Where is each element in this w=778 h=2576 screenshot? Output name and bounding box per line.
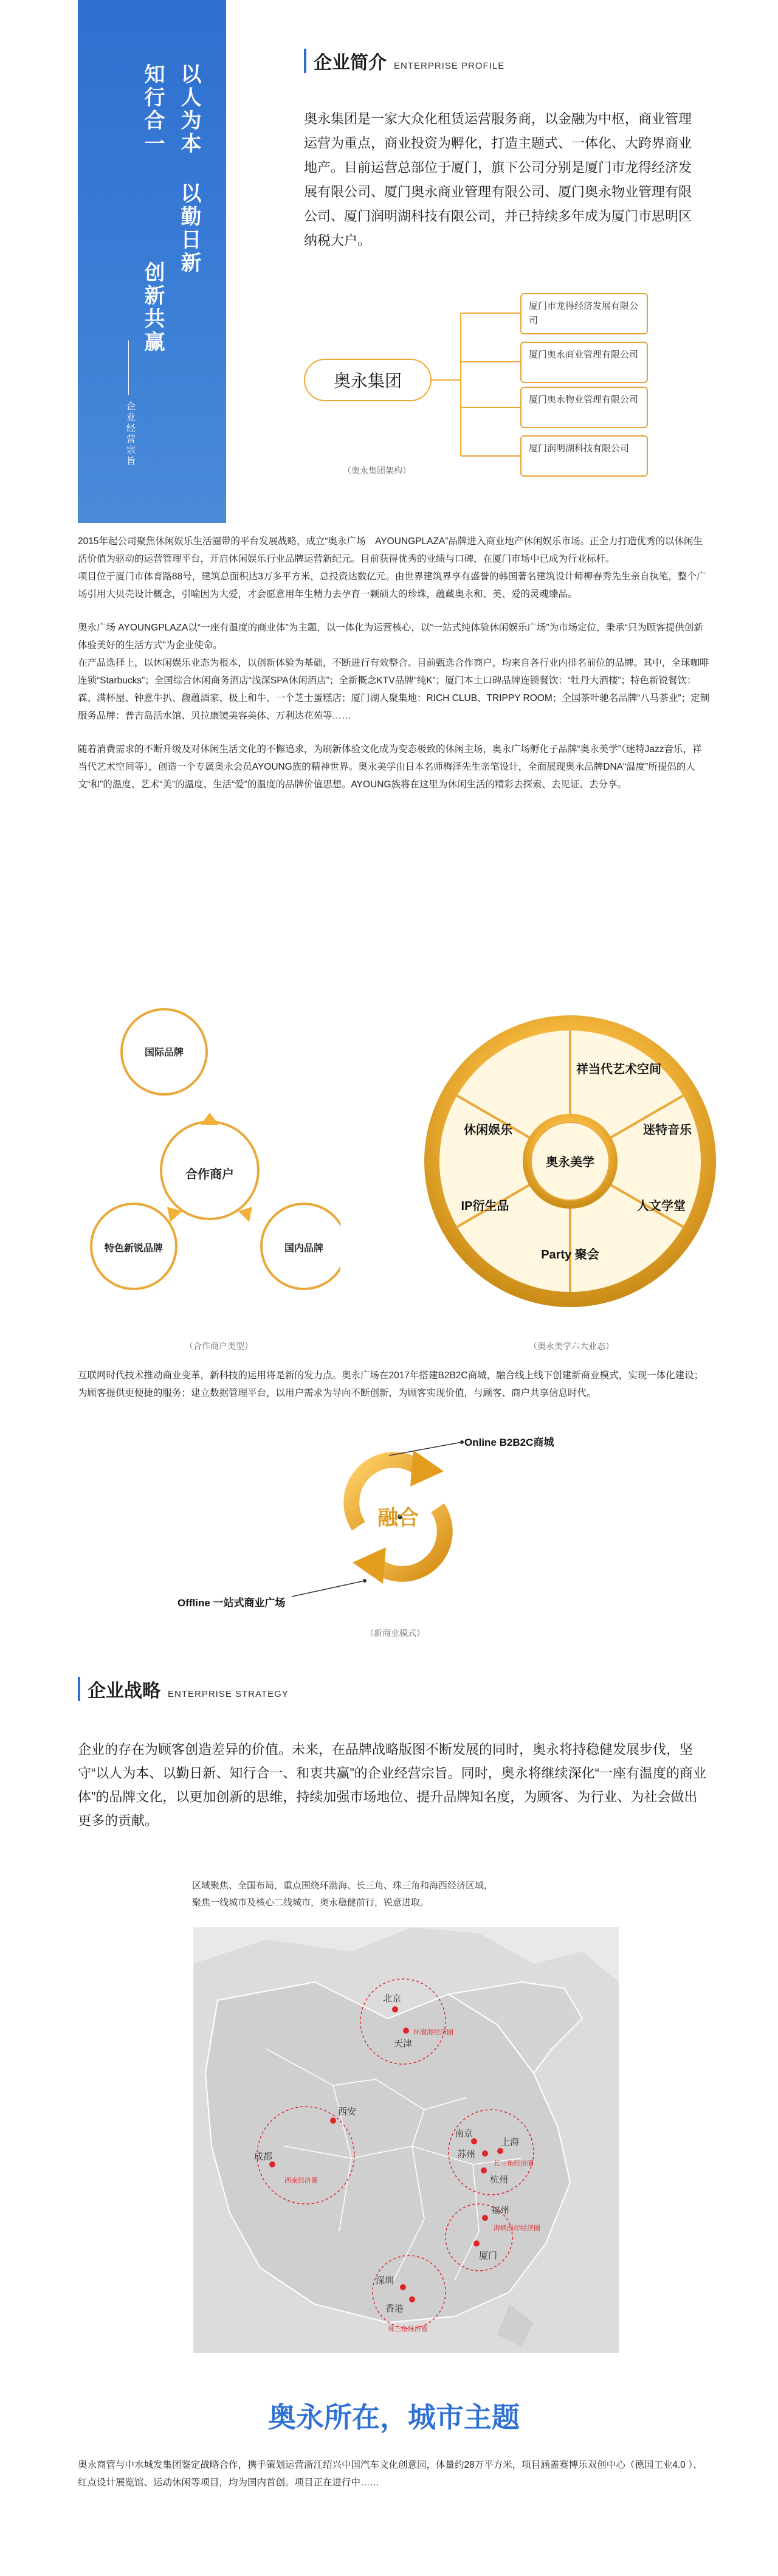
intro-text: 奥永集团是一家大众化租赁运营服务商，以金融为中枢，商业管理运营为重点，商业投资为孵化，打造主题式、一体化、大跨界商业地产。目前运营总部位于厦门，旗下公司分别是厦门市龙得经济发展有限公司、厦门奥永商业管理有限公司、厦门奥永物业管理有限公司、厦门润明湖科技有限公司，并已持续多年成为厦门市思明区纳税大户。	[304, 111, 692, 248]
partner-newbrand: 特色新锐品牌	[104, 1243, 163, 1254]
fusion-label: 融合	[377, 1507, 419, 1530]
city-suzhou: 苏州	[457, 2149, 476, 2160]
partner-international: 国际品牌	[144, 1048, 184, 1058]
city-nanjing: 南京	[455, 2129, 473, 2139]
zone-southwest: 西南经济圈	[284, 2177, 318, 2184]
motto-line-4: 创新共赢	[140, 261, 165, 354]
motto-line-3: 知行合一	[140, 63, 165, 156]
offline-label: Offline 一站式商业广场	[177, 1597, 286, 1609]
aesthetics-art-space: 祥当代艺术空间	[576, 1063, 661, 1076]
city-xiamen: 厦门	[479, 2251, 498, 2261]
org-connector	[430, 286, 522, 480]
intro-heading	[304, 47, 504, 74]
aesthetics-party: Party 聚会	[541, 1248, 599, 1262]
city-hongkong: 香港	[385, 2304, 404, 2314]
org-caption: （奥永集团架构）	[343, 466, 411, 475]
history-p4: 在产品选择上，以休闲娱乐业态为根本，以创新体验为基础，不断进行有效整合。目前甄选合作商户，均来自各行业内排名前位的品牌。其中，全球咖啡连锁“Starbucks”；全国综合休闲商务酒店“浅深SPA休闲酒店”；全新概念KTV品牌“纯K”；厦门本土口碑品牌连锁餐饮：“牡丹大酒楼”；特色新锐餐饮：霖、满杯屋、钟意牛扒、馥蕴酒家、极上和牛、一个芝士蛋糕店；厦门湖人聚集地：RICH CLUB、TRIPPY ROOM；全国茶叶驰名品牌“八马茶业”；定制服务品牌：普吉岛活水馆、贝拉康镜美容美体、万利达花苑等……	[78, 658, 710, 721]
org-child-2: 厦门奥永商业管理有限公司	[520, 342, 648, 383]
zone-bohai: 环渤海经济圈	[413, 2029, 453, 2036]
city-hangzhou: 杭州	[490, 2175, 509, 2185]
motto-line-1: 以人为本	[177, 63, 201, 156]
history-block	[78, 533, 710, 793]
motto-line-2: 以勤日新	[177, 182, 201, 275]
closing-text: 奥永商管与中水城发集团鉴定战略合作，携手策划运营浙江绍兴中国汽车文化创意园，体量约28万平方米，项目涵盖赛博乐双创中心（德国工业4.0 ）、红点设计展览馆、运动休闲等项目，均为国内首创。项目正在进行中……	[78, 2460, 703, 2488]
china-map	[193, 1927, 619, 2353]
org-child-4: 厦门润明湖科技有限公司	[520, 435, 648, 477]
zone-yangtze: 长三角经济圈	[494, 2160, 534, 2167]
strategy-title: 企业战略	[88, 1681, 160, 1701]
org-child-3: 厦门奥永物业管理有限公司	[520, 387, 648, 428]
city-tianjin: 天津	[394, 2039, 413, 2049]
map-intro-line-1: 区域聚焦、全国布局，重点围绕环渤海、长三角、珠三角和海西经济区域，	[192, 1880, 494, 1891]
city-xian: 西安	[338, 2107, 357, 2117]
strategy-accent-bar	[78, 1677, 80, 1701]
zone-pearl: 珠三角经济圈	[388, 2326, 428, 2333]
zone-haixi: 海峡西岸经济圈	[494, 2225, 540, 2232]
map-intro	[192, 1877, 618, 1911]
map-intro-line-2: 聚焦一线城市及核心二线城市，奥永稳健前行，锐意进取。	[192, 1897, 430, 1908]
aesthetics-caption: （奥永美学六大业态）	[529, 1341, 614, 1351]
aesthetics-humanities: 人文学堂	[637, 1200, 686, 1213]
aesthetics-wheel	[418, 997, 722, 1325]
motto-panel	[78, 0, 226, 523]
online-label: Online B2B2C商城	[464, 1437, 554, 1448]
intro-title: 企业简介	[314, 53, 387, 73]
motto-divider	[128, 340, 129, 395]
city-shenzhen: 深圳	[376, 2276, 394, 2286]
org-root: 奥永集团	[304, 359, 432, 401]
motto-caption: 企业经营宗旨	[125, 401, 136, 467]
city-beijing: 北京	[383, 1994, 402, 2004]
partner-diagram	[79, 997, 340, 1313]
partner-domestic: 国内品牌	[284, 1243, 323, 1254]
strategy-heading	[78, 1676, 289, 1702]
closing-title: 奥永所在，城市主题	[268, 2402, 520, 2433]
strategy-title-en: ENTERPRISE STRATEGY	[168, 1689, 289, 1699]
aesthetics-leisure: 休闲娱乐	[464, 1124, 512, 1137]
strategy-text: 企业的存在为顾客创造差异的价值。未来，在品牌战略版图不断发展的同时，奥永将持稳健发展步伐，坚守“以人为本、以勤日新、知行合一、和衷共赢”的企业经营宗旨。同时，奥永将继续深化“一座有温度的商业体”的品牌文化，以更加创新的思维，持续加强市场地位、提升品牌知名度，为顾客、为行业、为社会做出更多的贡献。	[78, 1742, 706, 1828]
aesthetics-center: 奥永美学	[546, 1156, 594, 1169]
city-fuzhou: 福州	[491, 2205, 510, 2215]
history-p2: 项目位于厦门市体育路88号，建筑总面积达3万多平方米，总投资达数亿元。由世界建筑界享有盛誉的韩国著名建筑设计师柳春秀先生亲自执笔，整个广场引用大贝壳设计概念，引喻因为大爱，才会愿意用年生精力去孕育一颗硕大的珍珠，蕴藏奥永和、美、爱的灵魂臻品。	[78, 571, 706, 599]
internet-text: 互联网时代技术推动商业变革，新科技的运用将是新的发力点。奥永广场在2017年搭建B2B2C商城，融合线上线下创建新商业模式，实现一体化建设；为顾客提供更便捷的服务；建立数据管理平台，以用户需求为导向不断创新，为顾客实现价值，与顾客、商户共享信息时代。	[78, 1370, 704, 1398]
intro-title-en: ENTERPRISE PROFILE	[394, 61, 505, 71]
city-chengdu: 成都	[254, 2152, 273, 2162]
org-child-1: 厦门市龙得经济发展有限公司	[520, 293, 648, 334]
history-p5: 随着消费需求的不断升级及对休闲生活文化的不懈追求，为刷新体验文化成为变态极致的休闲主场，奥永广场孵化子品牌“奥永美学”（迷特Jazz音乐，祥当代艺术空间等），创造一个专属奥永会员AYOUNG族的精神世界。奥永美学由日本名师梅泽先生亲笔设计，全面展现奥永品牌DNA“温度”所提倡的人文“和”的温度、艺术“美”的温度、生活“爱”的温度的品牌价值思想。AYOUNG族将在这里为休闲生活的精彩去探索、去见证、去分享。	[78, 744, 702, 790]
partner-center: 合作商户	[185, 1168, 234, 1181]
city-shanghai: 上海	[501, 2137, 520, 2147]
history-p3: 奥永广场 AYOUNGPLAZA以“一座有温度的商业体”为主题，以一体化为运营核心，以“一站式纯体验休闲娱乐广场”为市场定位，秉承“只为顾客提供创新体验美好的生活方式”为企业使命。	[78, 623, 703, 651]
partner-caption: （合作商户类型）	[185, 1341, 253, 1351]
fusion-caption: （新商业模式）	[365, 1628, 425, 1638]
aesthetics-music: 迷特音乐	[643, 1124, 692, 1137]
aesthetics-ip: IP衍生品	[461, 1200, 509, 1213]
intro-accent-bar	[304, 49, 306, 73]
history-p1: 2015年起公司聚焦休闲娱乐生活圈带的平台发展战略，成立“奥永广场 AYOUNGPLAZA”品牌进入商业地产休闲娱乐市场。正全力打造优秀的以休闲生活价值为驱动的运营管理平台，开启休闲娱乐行业品牌运营新纪元。目前获得优秀的业绩与口碑，在厦门市场中已成为行业标杆。	[78, 536, 703, 564]
